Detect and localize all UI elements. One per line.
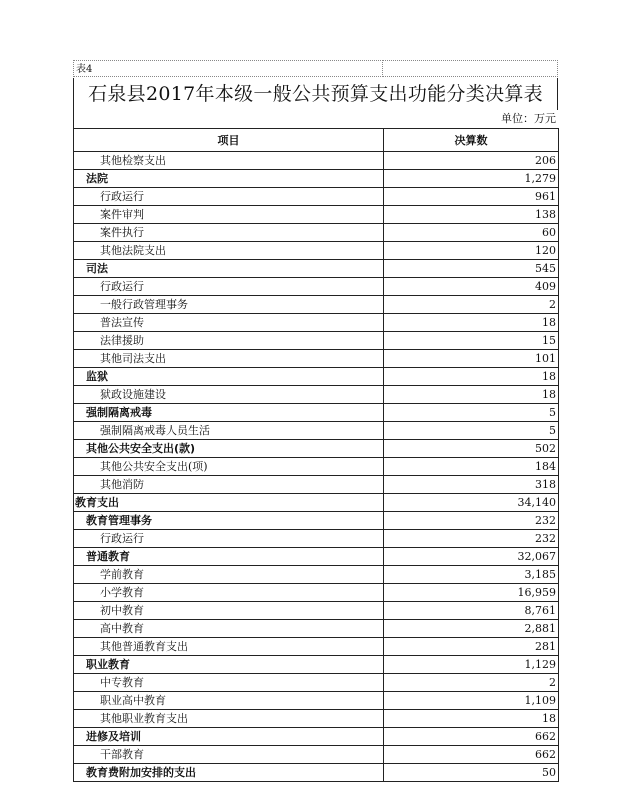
table-row (74, 242, 559, 260)
row-item-name: 其他法院支出 (74, 242, 384, 260)
table-number: 表4 (73, 60, 383, 77)
row-item-name: 一般行政管理事务 (74, 296, 384, 314)
row-value: 318 (384, 476, 559, 494)
row-item-name: 法院 (74, 170, 384, 188)
row-value: 2,881 (384, 620, 559, 638)
table-row (74, 656, 559, 674)
row-item-name: 其他司法支出 (74, 350, 384, 368)
row-item-name: 案件审判 (74, 206, 384, 224)
budget-table (73, 128, 559, 782)
spreadsheet (73, 60, 558, 782)
table-row (74, 404, 559, 422)
table-row (74, 620, 559, 638)
row-value: 101 (384, 350, 559, 368)
table-row (74, 494, 559, 512)
row-value: 18 (384, 386, 559, 404)
row-item-name: 案件执行 (74, 224, 384, 242)
row-value: 5 (384, 422, 559, 440)
row-item-name: 行政运行 (74, 530, 384, 548)
table-row (74, 440, 559, 458)
table-row (74, 764, 559, 782)
row-item-name: 职业教育 (74, 656, 384, 674)
unit-label: 单位：万元 (73, 110, 558, 128)
row-value: 232 (384, 530, 559, 548)
table-row (74, 260, 559, 278)
table-row (74, 710, 559, 728)
row-item-name: 普法宣传 (74, 314, 384, 332)
row-item-name: 其他职业教育支出 (74, 710, 384, 728)
row-item-name: 教育支出 (74, 494, 384, 512)
table-row (74, 674, 559, 692)
table-row (74, 152, 559, 170)
table-row (74, 332, 559, 350)
row-value: 409 (384, 278, 559, 296)
row-item-name: 狱政设施建设 (74, 386, 384, 404)
row-item-name: 教育费附加安排的支出 (74, 764, 384, 782)
table-row (74, 746, 559, 764)
row-value: 138 (384, 206, 559, 224)
table-row (74, 728, 559, 746)
row-item-name: 小学教育 (74, 584, 384, 602)
table-row (74, 386, 559, 404)
row-item-name: 法律援助 (74, 332, 384, 350)
row-value: 50 (384, 764, 559, 782)
table-row (74, 584, 559, 602)
table-row (74, 566, 559, 584)
row-value: 2 (384, 674, 559, 692)
row-item-name: 干部教育 (74, 746, 384, 764)
row-item-name: 中专教育 (74, 674, 384, 692)
row-value: 34,140 (384, 494, 559, 512)
row-item-name: 其他公共安全支出(项) (74, 458, 384, 476)
table-row (74, 296, 559, 314)
row-value: 545 (384, 260, 559, 278)
row-item-name: 行政运行 (74, 188, 384, 206)
row-item-name: 进修及培训 (74, 728, 384, 746)
table-row (74, 170, 559, 188)
column-header-value: 决算数 (384, 129, 559, 152)
table-row (74, 278, 559, 296)
row-value: 32,067 (384, 548, 559, 566)
row-item-name: 其他公共安全支出(款) (74, 440, 384, 458)
table-row (74, 188, 559, 206)
row-value: 18 (384, 710, 559, 728)
row-item-name: 强制隔离戒毒人员生活 (74, 422, 384, 440)
row-value: 1,109 (384, 692, 559, 710)
table-row (74, 350, 559, 368)
row-item-name: 其他消防 (74, 476, 384, 494)
row-item-name: 初中教育 (74, 602, 384, 620)
caption-row (73, 60, 558, 78)
row-item-name: 学前教育 (74, 566, 384, 584)
row-value: 18 (384, 368, 559, 386)
row-value: 662 (384, 728, 559, 746)
table-row (74, 368, 559, 386)
column-header-item: 项目 (74, 129, 384, 152)
table-row (74, 224, 559, 242)
row-value: 5 (384, 404, 559, 422)
row-item-name: 监狱 (74, 368, 384, 386)
row-value: 16,959 (384, 584, 559, 602)
row-item-name: 高中教育 (74, 620, 384, 638)
row-item-name: 行政运行 (74, 278, 384, 296)
header-row (74, 129, 559, 152)
row-value: 232 (384, 512, 559, 530)
row-value: 1,279 (384, 170, 559, 188)
table-row (74, 206, 559, 224)
row-value: 15 (384, 332, 559, 350)
empty-cell (383, 60, 558, 77)
row-item-name: 司法 (74, 260, 384, 278)
table-row (74, 548, 559, 566)
row-value: 206 (384, 152, 559, 170)
row-value: 1,129 (384, 656, 559, 674)
row-value: 120 (384, 242, 559, 260)
row-item-name: 强制隔离戒毒 (74, 404, 384, 422)
row-value: 961 (384, 188, 559, 206)
page-title: 石泉县2017年本级一般公共预算支出功能分类决算表 (73, 78, 558, 110)
row-item-name: 其他普通教育支出 (74, 638, 384, 656)
row-value: 281 (384, 638, 559, 656)
row-value: 502 (384, 440, 559, 458)
row-value: 8,761 (384, 602, 559, 620)
table-row (74, 476, 559, 494)
table-row (74, 530, 559, 548)
row-value: 662 (384, 746, 559, 764)
row-value: 60 (384, 224, 559, 242)
table-row (74, 602, 559, 620)
table-row (74, 638, 559, 656)
row-value: 2 (384, 296, 559, 314)
row-value: 3,185 (384, 566, 559, 584)
table-row (74, 314, 559, 332)
table-row (74, 458, 559, 476)
table-row (74, 512, 559, 530)
row-item-name: 普通教育 (74, 548, 384, 566)
table-row (74, 692, 559, 710)
row-value: 184 (384, 458, 559, 476)
row-value: 18 (384, 314, 559, 332)
row-item-name: 职业高中教育 (74, 692, 384, 710)
row-item-name: 教育管理事务 (74, 512, 384, 530)
table-row (74, 422, 559, 440)
row-item-name: 其他检察支出 (74, 152, 384, 170)
